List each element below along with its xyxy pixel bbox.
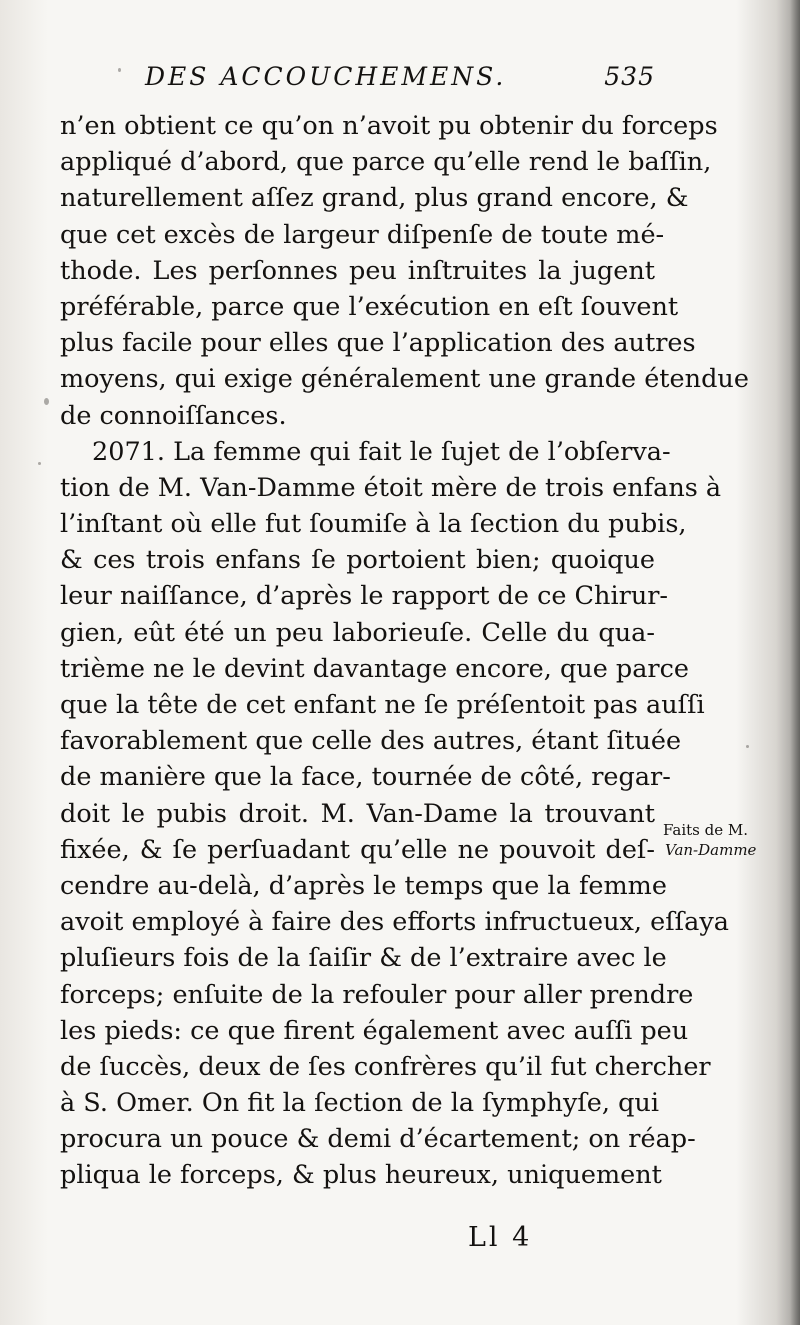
text-line: procura un pouce & demi d’écartement; on réap- (60, 1124, 696, 1155)
text-line: tion de M. Van-Damme étoit mère de trois enfans à (60, 472, 722, 503)
text-line: fixée, & ſe perſuadant qu’elle ne pouvoit deſ- (60, 834, 655, 865)
paper-speck (38, 462, 41, 465)
margin-note (663, 820, 756, 860)
text-line: leur naiſſance, d’après le rapport de ce Chirur- (60, 581, 669, 612)
running-head (145, 62, 655, 102)
text-line: à S. Omer. On fit la ſection de la ſymphyſe, qui (60, 1088, 660, 1119)
text-line: pluſieurs fois de la ſaiſir & de l’extraire avec le (60, 943, 667, 974)
margin-note-line: Faits de M. (663, 821, 748, 839)
text-line: trième ne le devint davantage encore, que parce (60, 653, 689, 684)
text-line: gien, eût été un peu laborieuſe. Celle du qua- (60, 617, 655, 648)
text-line: thode. Les perſonnes peu inſtruites la jugent (60, 255, 655, 286)
text-line: appliqué d’abord, que parce qu’elle rend le baſſin, (60, 147, 712, 178)
margin-note-line: Van-Damme (665, 841, 757, 859)
paper-speck (44, 398, 49, 405)
text-line: de connoiſſances. (60, 400, 287, 431)
paper-speck (118, 68, 121, 72)
page-number: 535 (604, 62, 655, 91)
text-line: moyens, qui exige généralement une grande étendue (60, 364, 749, 395)
text-line: n’en obtient ce qu’on n’avoit pu obtenir du forceps (60, 111, 718, 141)
text-line: que la tête de cet enfant ne ſe préſentoit pas auſſi (60, 690, 705, 720)
signature-mark: Ll 4 (468, 1222, 533, 1253)
page-edge-shadow (790, 0, 800, 1325)
text-line: de ſuccès, deux de ſes confrères qu’il fut chercher (60, 1051, 711, 1082)
text-line: avoit employé à faire des efforts infructueux, eſſaya (60, 907, 729, 938)
text-line: l’inſtant où elle fut ſoumiſe à la ſection du pubis, (60, 509, 687, 540)
text-line: plus facile pour elles que l’application des autres (60, 328, 696, 359)
text-line: préférable, parce que l’exécution en eſt ſouvent (60, 291, 679, 322)
text-line: & ces trois enfans ſe portoient bien; quoique (60, 545, 655, 576)
text-line: que cet excès de largeur diſpenſe de toute mé- (60, 219, 665, 250)
text-line: naturellement aſſez grand, plus grand encore, & (60, 183, 689, 214)
text-line: forceps; enſuite de la refouler pour aller prendre (60, 979, 694, 1010)
text-line: les pieds: ce que firent également avec auſſi peu (60, 1015, 689, 1046)
text-line: de manière que la face, tournée de côté, regar- (60, 762, 671, 793)
text-line: doit le pubis droit. M. Van-Dame la trouvant (60, 798, 655, 829)
text-line: favorablement que celle des autres, étant ſituée (60, 726, 682, 757)
paragraph-start-line: 2071. La femme qui fait le ſujet de l’obſerva- (92, 436, 671, 467)
paper-speck (746, 745, 749, 748)
text-line: pliqua le forceps, & plus heureux, uniquement (60, 1160, 662, 1191)
text-line: cendre au-delà, d’après le temps que la femme (60, 870, 667, 901)
running-title: DES ACCOUCHEMENS. (145, 62, 507, 91)
